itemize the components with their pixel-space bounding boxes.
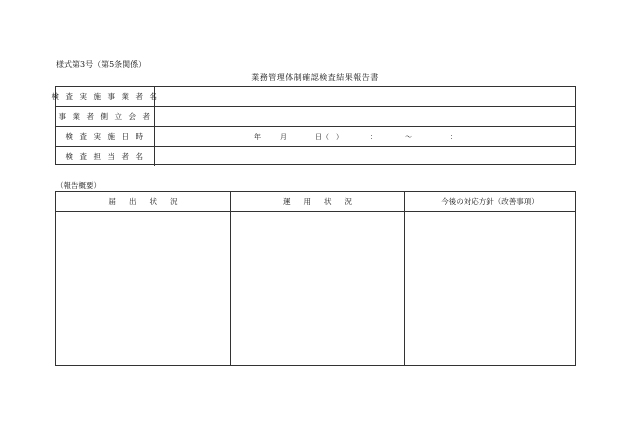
form-number: 様式第3号（第5条関係） bbox=[56, 60, 147, 69]
info-label-datetime: 検査実施日時 bbox=[56, 127, 155, 146]
datetime-tilde: ～ bbox=[405, 133, 412, 141]
datetime-colon-end: ： bbox=[450, 133, 457, 141]
datetime-month: 月 bbox=[280, 133, 287, 141]
info-value-datetime[interactable] bbox=[156, 127, 575, 146]
column-notification-status bbox=[56, 192, 230, 365]
document-title: 業務管理体制確認検査結果報告書 bbox=[251, 73, 379, 82]
report-overview-table bbox=[55, 191, 576, 366]
info-value-company[interactable] bbox=[156, 87, 575, 106]
datetime-colon-start: ： bbox=[370, 133, 377, 141]
column-header-notification-status: 届出状況 bbox=[56, 192, 230, 212]
info-row-company bbox=[51, 87, 575, 107]
info-row-inspector bbox=[56, 147, 575, 166]
info-row-attendee bbox=[56, 107, 575, 127]
overview-label: （報告概要） bbox=[56, 181, 101, 190]
info-label-company: 検査実施事業者名 bbox=[56, 87, 155, 106]
datetime-year: 年 bbox=[254, 133, 261, 141]
datetime-day: 日（ ） bbox=[315, 133, 343, 141]
inspection-info-table bbox=[51, 86, 576, 165]
info-row-datetime bbox=[56, 127, 575, 147]
info-value-inspector[interactable] bbox=[156, 147, 575, 166]
column-header-operation-status: 運用状況 bbox=[231, 192, 404, 212]
column-header-future-policy: 今後の対応方針（改善事項） bbox=[405, 192, 575, 212]
info-value-attendee[interactable] bbox=[156, 107, 575, 126]
column-operation-status bbox=[230, 192, 404, 365]
column-future-policy bbox=[404, 192, 575, 365]
info-label-inspector: 検査担当者名 bbox=[56, 147, 155, 166]
info-label-attendee: 事業者側立会者 bbox=[56, 107, 155, 126]
